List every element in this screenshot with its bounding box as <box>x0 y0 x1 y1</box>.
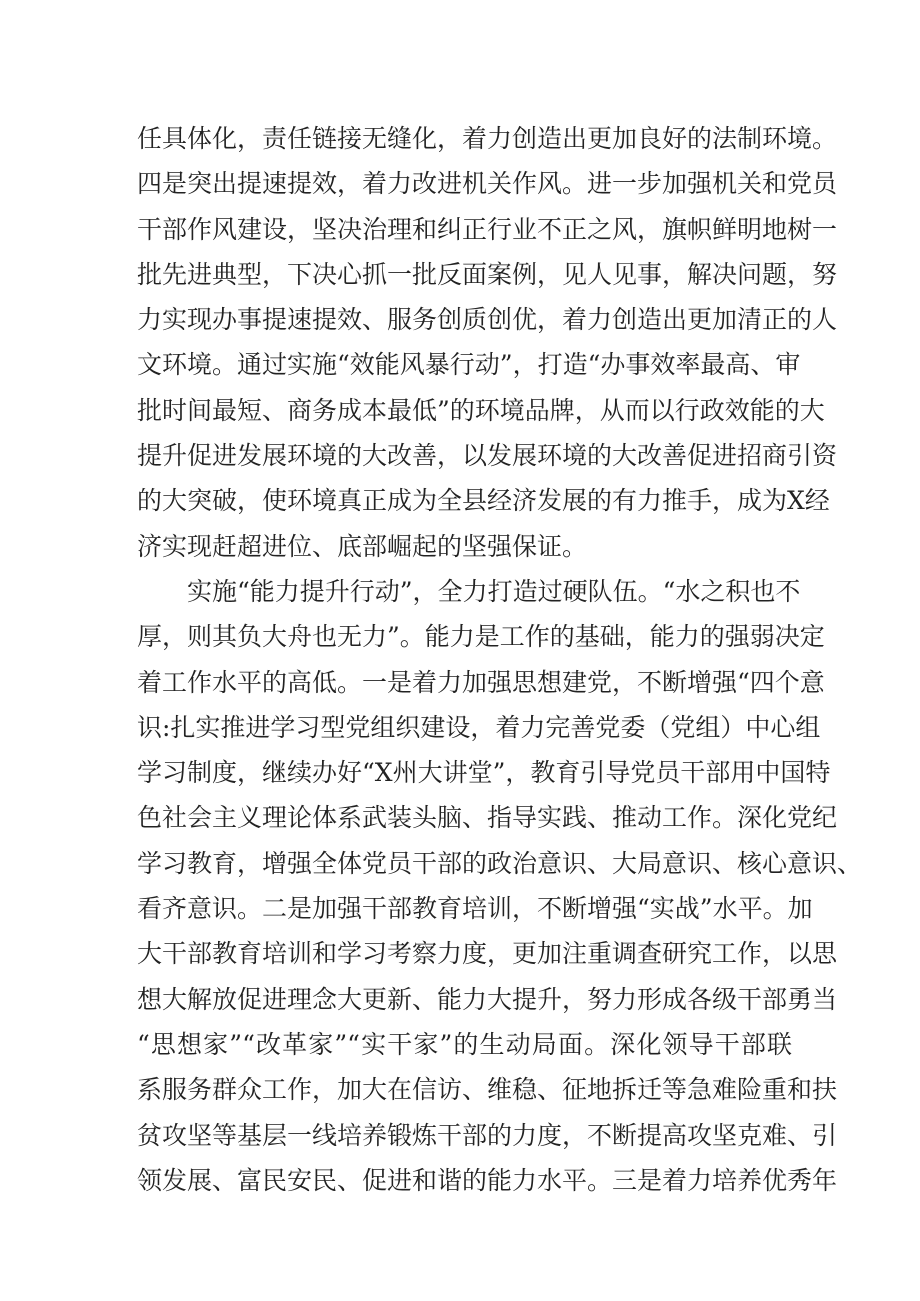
text-line: 的大突破，使环境真正成为全县经济发展的有力推手，成为X经 <box>137 486 830 516</box>
text-line: 济实现赶超进位、底部崛起的坚强保证。 <box>137 531 588 561</box>
text-line: 任具体化，责任链接无缝化，着力创造出更加良好的法制环境。 <box>137 124 838 153</box>
text-line: 学习教育，增强全体党员干部的政治意识、大局意识、核心意识、 <box>137 848 863 878</box>
text-line: “思想家”“改革家”“实干家”的生动局面。深化领导干部联 <box>137 1029 792 1059</box>
text-line: 厚，则其负大舟也无力”。能力是工作的基础，能力的强弱决定 <box>137 622 825 652</box>
text-line: 系服务群众工作，加大在信访、维稳、征地拆迁等急难险重和扶 <box>137 1075 838 1105</box>
text-line: 识:扎实推进学习型党组织建设，着力完善党委（党组）中心组 <box>137 712 821 742</box>
text-line: 学习制度，继续办好“X州大讲堂”，教育引导党员干部用中国特 <box>137 758 831 788</box>
text-line: 文环境。通过实施“效能风暴行动”，打造“办事效率最高、审 <box>137 350 801 380</box>
text-line: 领发展、富民安民、促进和谐的能力水平。三是着力培养优秀年 <box>137 1165 838 1195</box>
text-line: 批时间最短、商务成本最低”的环境品牌，从而以行政效能的大 <box>137 395 825 425</box>
text-line: 批先进典型，下决心抓一批反面案例，见人见事，解决问题，努 <box>137 259 838 289</box>
text-line: 贫攻坚等基层一线培养锻炼干部的力度，不断提高攻坚克难、引 <box>137 1120 838 1150</box>
text-line: 提升促进发展环境的大改善，以发展环境的大改善促进招商引资 <box>137 441 838 471</box>
text-line: 想大解放促进理念大更新、能力大提升，努力形成各级干部勇当 <box>137 984 838 1014</box>
text-line: 力实现办事提速提效、服务创质创优，着力创造出更加清正的人 <box>137 305 838 335</box>
text-line: 四是突出提速提效，着力改进机关作风。进一步加强机关和党员 <box>137 169 838 199</box>
text-line: 看齐意识。二是加强干部教育培训，不断增强“实战”水平。加 <box>137 894 813 924</box>
text-line: 着工作水平的高低。一是着力加强思想建党，不断增强“四个意 <box>137 667 825 697</box>
text-line: 实施“能力提升行动”，全力打造过硬队伍。“水之积也不 <box>137 576 801 606</box>
text-line: 大干部教育培训和学习考察力度，更加注重调查研究工作，以思 <box>137 939 838 969</box>
text-line: 色社会主义理论体系武装头脑、指导实践、推动工作。深化党纪 <box>137 803 838 833</box>
document-body <box>137 116 863 1203</box>
text-line: 干部作风建设，坚决治理和纠正行业不正之风，旗帜鲜明地树一 <box>137 214 838 244</box>
